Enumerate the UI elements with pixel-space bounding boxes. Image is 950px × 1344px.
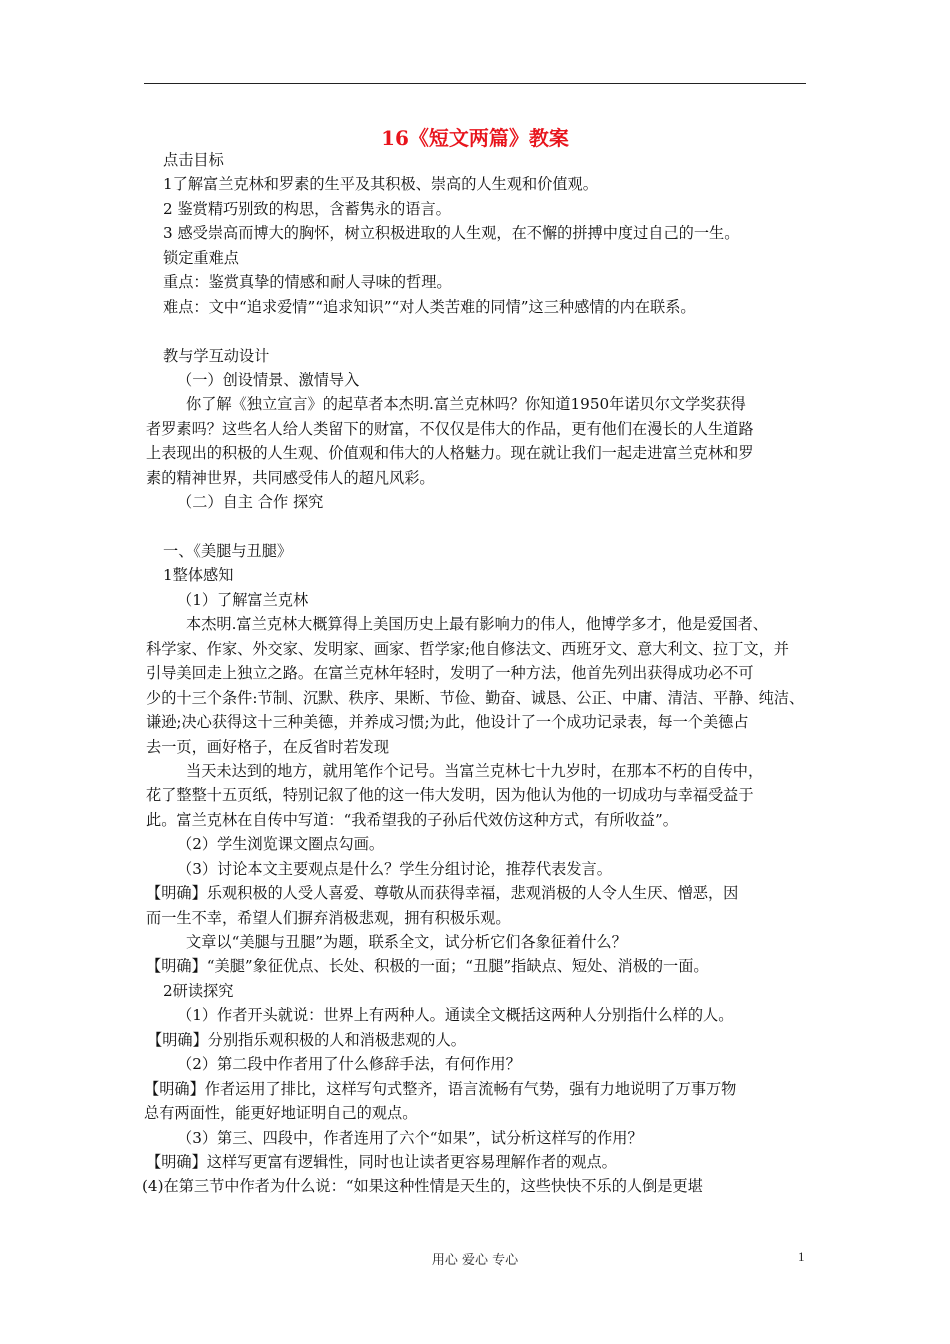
text-line: （二）自主 合作 探究 [177,493,324,512]
page-footer: 用心 爱心 专心 [431,1253,519,1268]
text-line: （一）创设情景、激情导入 [177,370,360,389]
text-line: 而一生不幸，希望人们摒弃消极悲观，拥有积极乐观。 [146,908,511,927]
text-line: 重点：鉴赏真挚的情感和耐人寻味的哲理。 [163,273,452,292]
header-rule [144,83,806,84]
text-line: 科学家、作家、外交家、发明家、画家、哲学家;他自修法文、西班牙文、意大利文、拉丁文，并 [146,639,789,658]
text-line: （1）作者开头就说：世界上有两种人。通读全文概括这两种人分别指什么样的人。 [177,1006,734,1025]
document-title: 16《短文两篇》教案 [381,126,569,150]
text-line: 当天未达到的地方，就用笔作个记号。当富兰克林七十九岁时，在那本不朽的自传中， [186,761,764,780]
text-line: 【明确】分别指乐观积极的人和消极悲观的人。 [147,1030,466,1049]
text-line: 总有两面性，能更好地证明自己的观点。 [144,1104,418,1123]
text-line: 去一页，画好格子，在反省时若发现 [146,737,389,756]
page-number: 1 [798,1249,805,1264]
text-line: 者罗素吗？这些名人给人类留下的财富，不仅仅是伟大的作品，更有他们在漫长的人生道路 [146,419,754,438]
text-line: （3）第三、四段中，作者连用了六个“如果”，试分析这样写的作用？ [177,1128,643,1147]
text-line: 2研读探究 [163,981,234,1000]
text-line: 少的十三个条件:节制、沉默、秩序、果断、节俭、勤奋、诚恳、公正、中庸、清洁、平静、纯洁、 [146,688,805,707]
text-line: 【明确】作者运用了排比，这样写句式整齐，语言流畅有气势，强有力地说明了万事万物 [144,1079,737,1098]
text-line: 素的精神世界，共同感受伟人的超凡风彩。 [146,468,435,487]
text-line: (4)在第三节中作者为什么说：“如果这种性情是天生的，这些快快不乐的人倒是更堪 [142,1177,703,1196]
text-line: 谦逊;决心获得这十三种美德，并养成习惯;为此，他设计了一个成功记录表，每一个美德占 [146,713,749,732]
text-line: （1）了解富兰克林 [177,590,309,609]
text-line: 2 鉴赏精巧别致的构思，含蓄隽永的语言。 [163,199,451,218]
text-line: 本杰明.富兰克林大概算得上美国历史上最有影响力的伟人，他博学多才，他是爱国者、 [186,615,768,634]
section-heading: 教与学互动设计 [163,346,270,365]
text-line: （3）讨论本文主要观点是什么？学生分组讨论，推荐代表发言。 [177,859,612,878]
text-line: 上表现出的积极的人生观、价值观和伟大的人格魅力。现在就让我们一起走进富兰克林和罗 [146,444,754,463]
text-line: 【明确】“美腿”象征优点、长处、积极的一面；“丑腿”指缺点、短处、消极的一面。 [146,957,709,976]
text-line: 你了解《独立宣言》的起草者本杰明.富兰克林吗？你知道1950年诺贝尔文学奖获得 [186,395,746,414]
text-line: 文章以“美腿与丑腿”为题，联系全文，试分析它们各象征着什么？ [186,933,627,951]
text-line: 难点：文中“追求爱情”“追求知识”“对人类苦难的同情”这三种感情的内在联系。 [163,297,696,316]
text-line: 1了解富兰克林和罗素的生平及其积极、崇高的人生观和价值观。 [163,175,598,194]
section-heading: 一、《美腿与丑腿》 [163,542,293,560]
text-line: 3 感受崇高而博大的胸怀，树立积极进取的人生观，在不懈的拼搏中度过自己的一生。 [163,224,740,243]
text-line: （2）学生浏览课文圈点勾画。 [177,835,385,854]
blank-line [163,319,828,343]
text-line: 引导美回走上独立之路。在富兰克林年轻时，发明了一种方法，他首先列出获得成功必不可 [146,664,754,683]
document-body [142,148,828,1199]
text-line: 点击目标 [163,151,224,169]
text-line: 【明确】乐观积极的人受人喜爱、尊敬从而获得幸福，悲观消极的人令人生厌、憎恶，因 [146,884,739,903]
text-line: 锁定重难点 [163,248,239,267]
text-line: 花了整整十五页纸，特别记叙了他的这一伟大发明，因为他认为他的一切成功与幸福受益于 [146,786,754,805]
text-line: 1整体感知 [163,566,234,585]
blank-line [163,515,828,539]
text-line: 【明确】这样写更富有逻辑性，同时也让读者更容易理解作者的观点。 [146,1152,617,1171]
text-line: （2）第二段中作者用了什么修辞手法，有何作用？ [177,1055,521,1074]
text-line: 此。富兰克林在自传中写道：“我希望我的子孙后代效仿这种方式，有所收益”。 [146,810,678,829]
